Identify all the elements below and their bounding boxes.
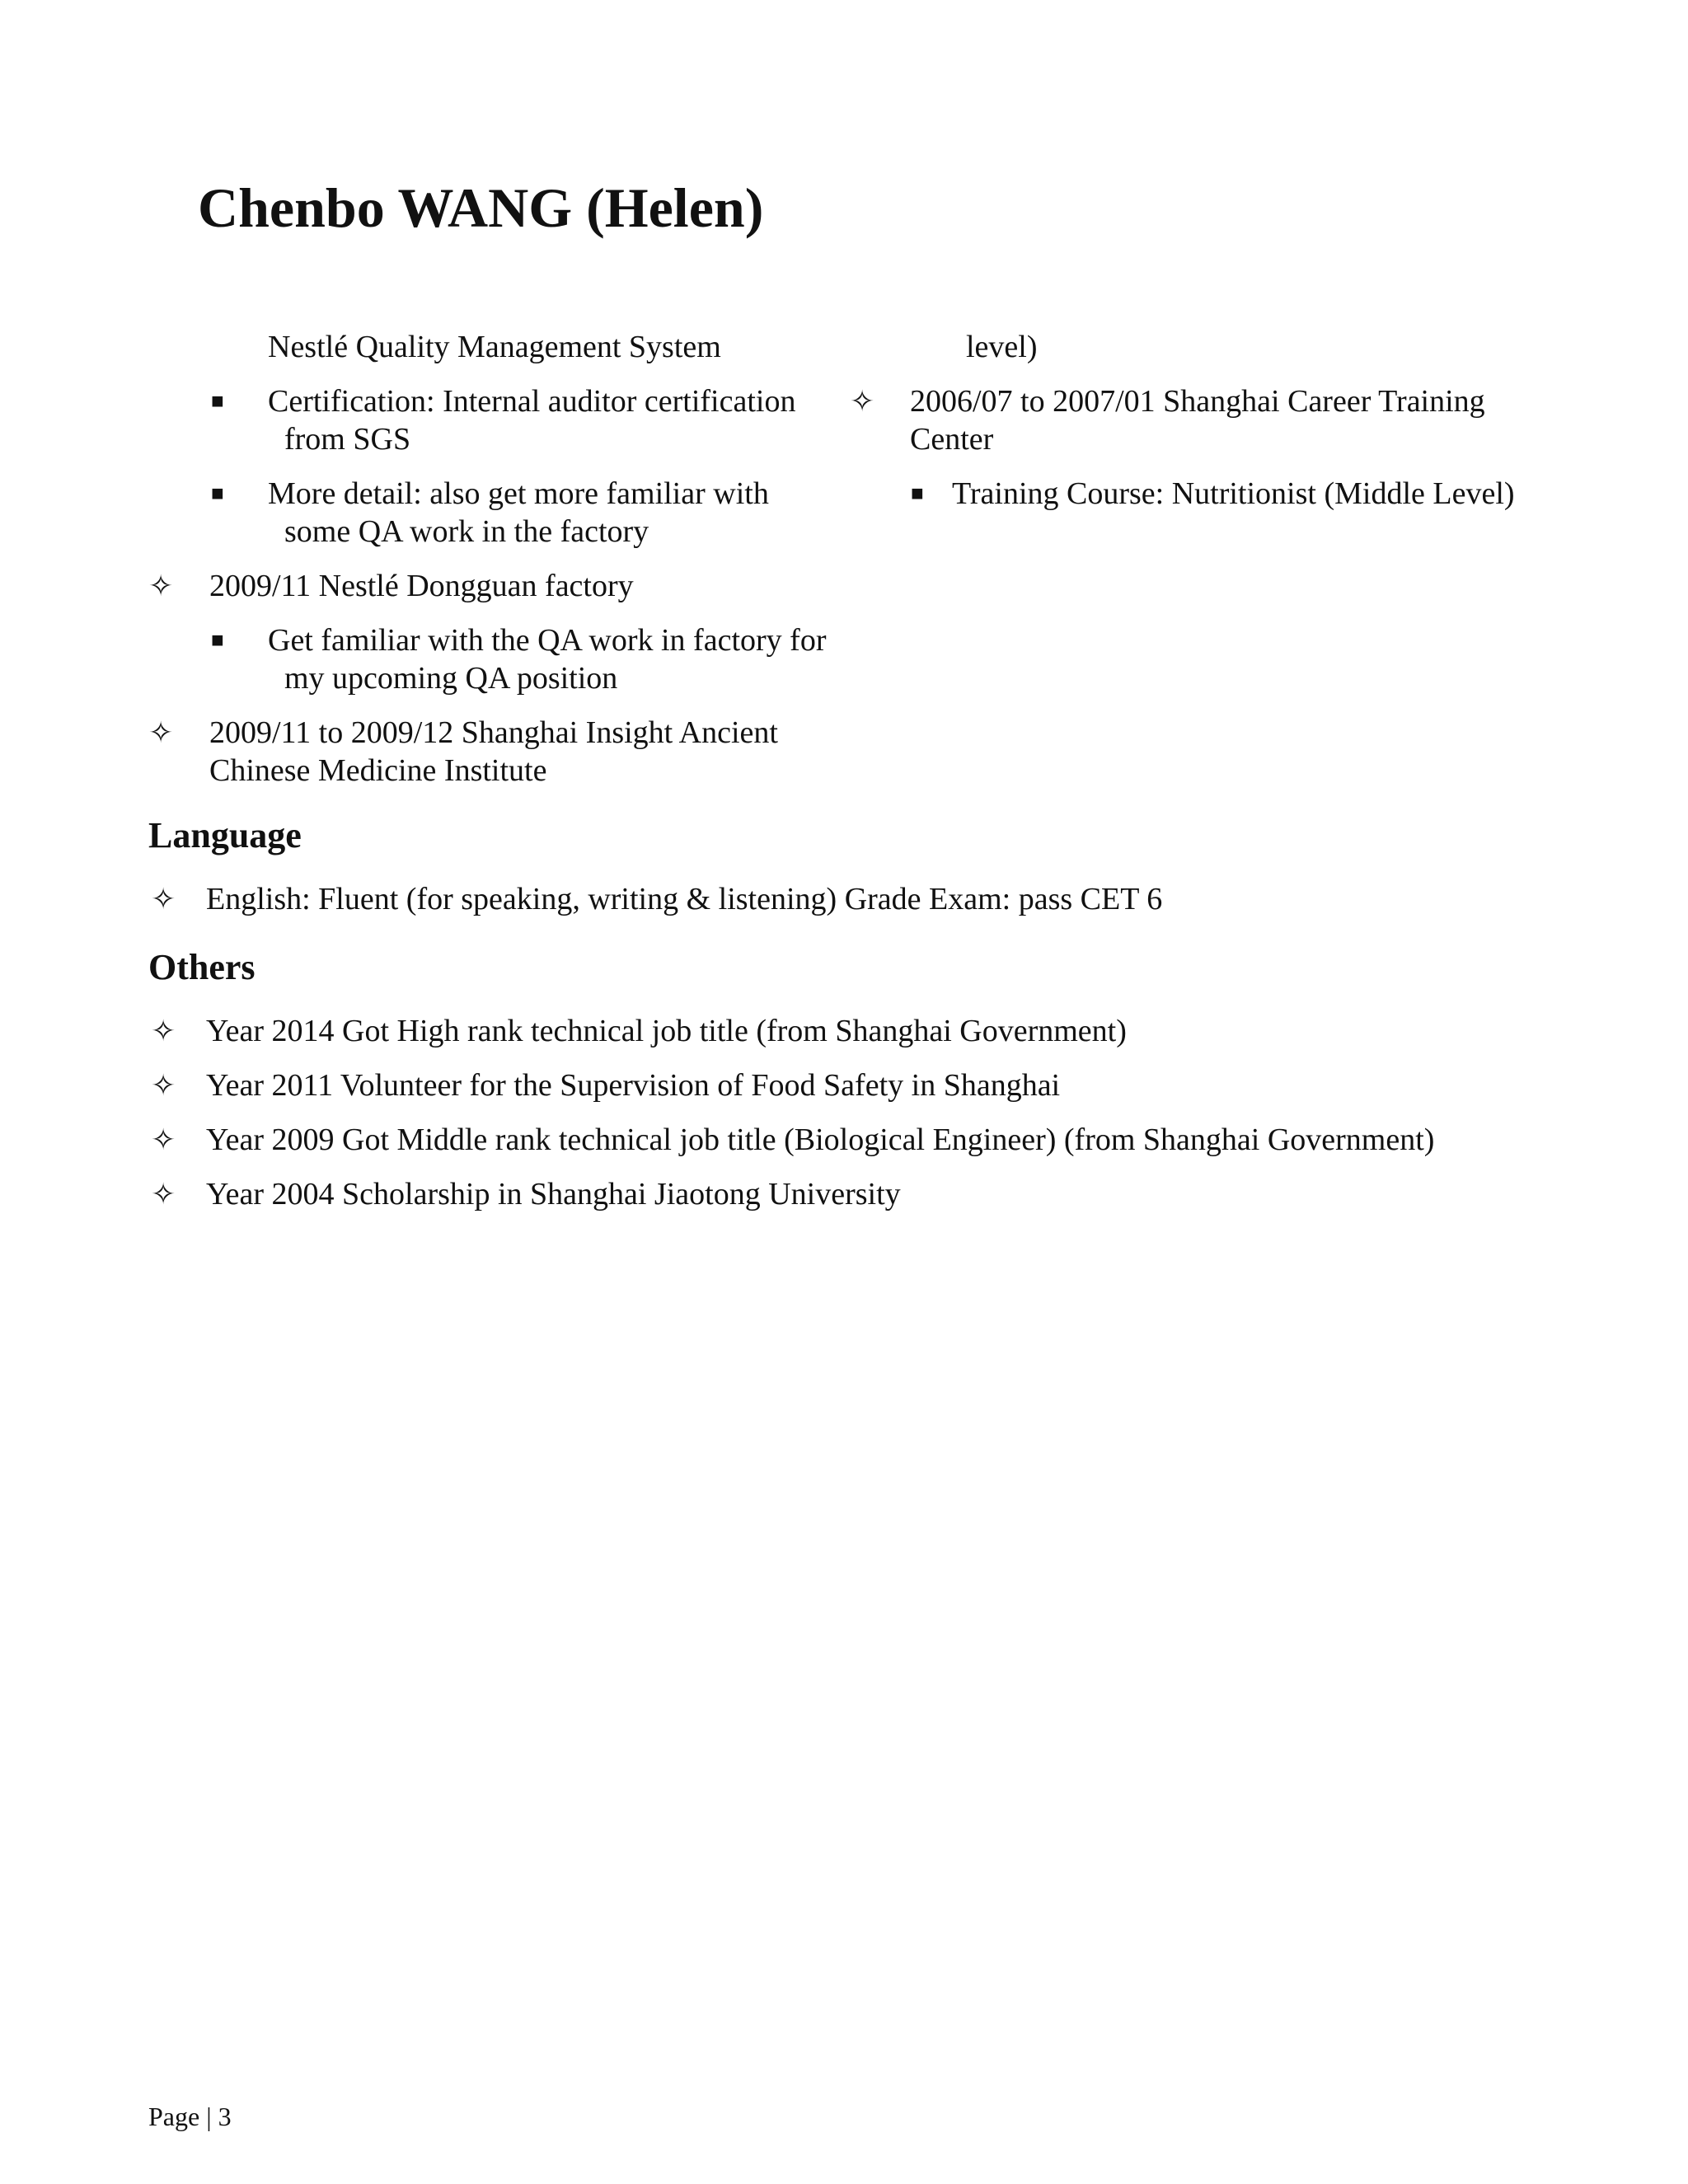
left-column [148, 328, 832, 806]
list-item [148, 880, 1632, 918]
candidate-name: Chenbo WANG (Helen) [198, 176, 764, 239]
bullet-text: Training Course: Nutritionist (Middle Level) [952, 476, 1515, 511]
bullet-text: More detail: also get more familiar with some QA work in the factory [268, 476, 769, 549]
page-number-footer: Page | 3 [148, 2102, 232, 2131]
four-pointed-star-icon: ✧ [151, 883, 176, 916]
four-pointed-star-icon: ✧ [148, 716, 174, 749]
entry-item [849, 382, 1566, 458]
list-item-text: Year 2004 Scholarship in Shanghai Jiaotong University [206, 1177, 901, 1212]
four-pointed-star-icon: ✧ [151, 1178, 176, 1211]
entry-title: 2006/07 to 2007/01 Shanghai Career Training Center [910, 384, 1485, 457]
language-heading: Language [148, 815, 302, 855]
list-item-text: Year 2014 Got High rank technical job title (from Shanghai Government) [206, 1014, 1127, 1048]
list-item [148, 1066, 1632, 1104]
four-pointed-star-icon: ✧ [151, 1069, 176, 1102]
entry-item [148, 714, 832, 790]
continuation-text: Nestlé Quality Management System [268, 330, 721, 364]
entry-title: 2009/11 to 2009/12 Shanghai Insight Ancient Chinese Medicine Institute [209, 715, 778, 788]
list-item-text: Year 2009 Got Middle rank technical job title (Biological Engineer) (from Shanghai Government) [206, 1122, 1435, 1157]
entry-title: 2009/11 Nestlé Dongguan factory [209, 569, 634, 603]
list-item [148, 1012, 1632, 1050]
bullet-text: Certification: Internal auditor certification from SGS [268, 384, 796, 457]
square-bullet-icon: ■ [211, 628, 224, 652]
list-item-text: English: Fluent (for speaking, writing & listening) Grade Exam: pass CET 6 [206, 882, 1163, 916]
four-pointed-star-icon: ✧ [148, 569, 174, 602]
bullet-item [148, 382, 832, 458]
square-bullet-icon: ■ [911, 481, 924, 505]
list-item-text: Year 2011 Volunteer for the Supervision of Food Safety in Shanghai [206, 1068, 1061, 1103]
others-heading: Others [148, 947, 256, 987]
entry-item [148, 567, 832, 605]
four-pointed-star-icon: ✧ [850, 385, 875, 418]
continuation-text: level) [966, 330, 1038, 364]
bullet-item [849, 475, 1566, 513]
list-item [148, 1121, 1632, 1159]
bullet-text: Get familiar with the QA work in factory for my upcoming QA position [268, 623, 827, 696]
bullet-item [148, 621, 832, 697]
four-pointed-star-icon: ✧ [151, 1123, 176, 1156]
list-item [148, 1175, 1632, 1213]
right-column [849, 328, 1566, 529]
continuation-line [148, 328, 832, 366]
continuation-line [849, 328, 1566, 366]
square-bullet-icon: ■ [211, 481, 224, 505]
four-pointed-star-icon: ✧ [151, 1015, 176, 1047]
bullet-item [148, 475, 832, 551]
others-list [148, 1012, 1632, 1230]
language-list [148, 880, 1632, 935]
square-bullet-icon: ■ [211, 389, 224, 413]
